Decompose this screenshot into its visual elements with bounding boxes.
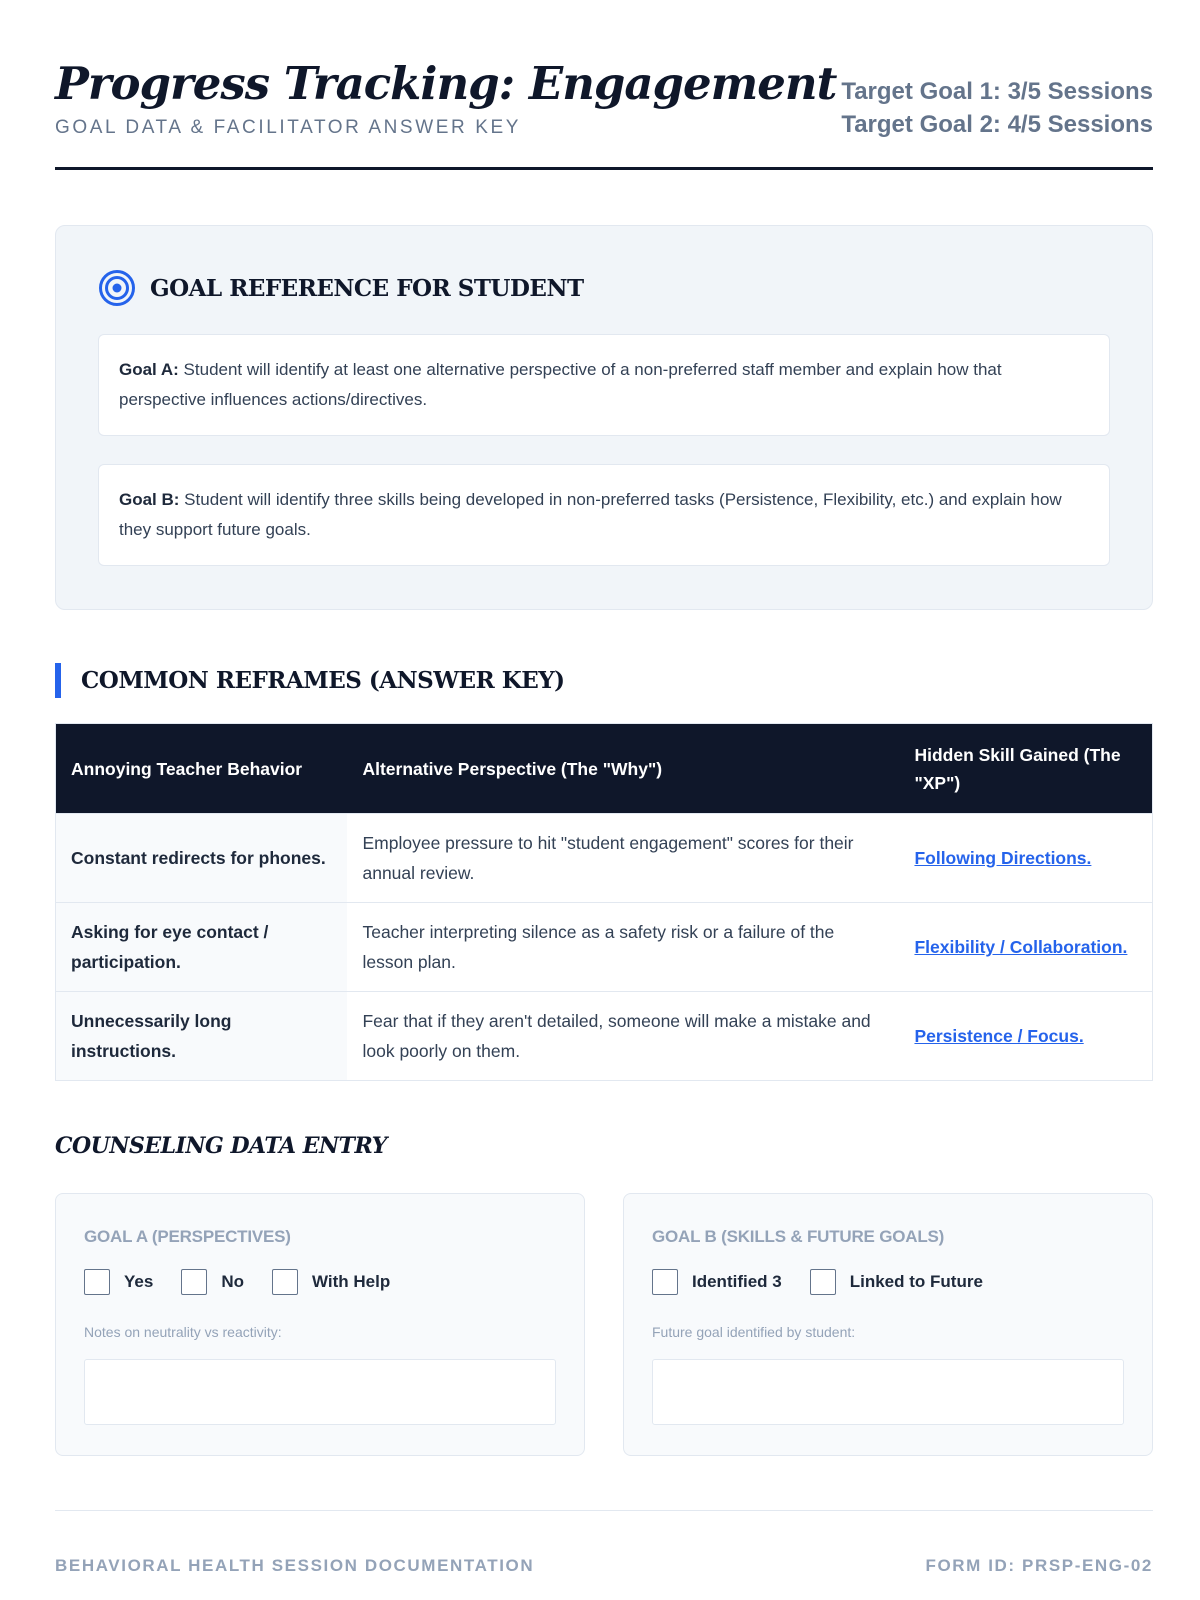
behavior-cell: Unnecessarily long instructions. bbox=[56, 992, 347, 1080]
checkbox-label: Yes bbox=[124, 1272, 154, 1291]
checkbox-box[interactable] bbox=[84, 1269, 110, 1295]
goal-b-notes-field[interactable] bbox=[652, 1359, 1124, 1425]
skill-link[interactable]: Following Directions. bbox=[914, 848, 1092, 868]
checkbox-box[interactable] bbox=[810, 1269, 836, 1295]
goal-a-card bbox=[98, 334, 1110, 436]
column-header-behavior: Annoying Teacher Behavior bbox=[71, 758, 303, 779]
goal-b-card bbox=[98, 464, 1110, 566]
column-header-skill: Hidden Skill Gained (The "XP") bbox=[914, 744, 1121, 793]
goal-reference-panel bbox=[55, 225, 1153, 610]
skill-link[interactable]: Persistence / Focus. bbox=[914, 1026, 1084, 1046]
goal-a-entry-label: GOAL A (PERSPECTIVES) bbox=[84, 1227, 291, 1246]
footer-left-text: BEHAVIORAL HEALTH SESSION DOCUMENTATION bbox=[55, 1556, 535, 1575]
reframes-section-header bbox=[55, 663, 565, 698]
checkbox-box[interactable] bbox=[181, 1269, 207, 1295]
checkbox-box[interactable] bbox=[652, 1269, 678, 1295]
section-accent-bar bbox=[55, 663, 61, 698]
target-goals bbox=[841, 75, 1153, 141]
goal-b-notes-label: Future goal identified by student: bbox=[652, 1324, 856, 1340]
goal-b-checkboxes bbox=[652, 1269, 1011, 1295]
skill-link[interactable]: Flexibility / Collaboration. bbox=[914, 937, 1128, 957]
table-row bbox=[56, 902, 1152, 991]
table-row bbox=[56, 991, 1152, 1080]
data-entry-title: COUNSELING DATA ENTRY bbox=[55, 1133, 387, 1159]
behavior-cell: Asking for eye contact / participation. bbox=[56, 903, 347, 991]
goal-b-text: Student will identify three skills being developed in non-preferred tasks (Persistence, Flexibility, etc.) and explain how they support future goals. bbox=[119, 490, 1062, 539]
goal-a-notes-field[interactable] bbox=[84, 1359, 556, 1425]
goal-a-label: Goal A: bbox=[119, 360, 179, 379]
target-icon bbox=[98, 269, 136, 307]
page-title: Progress Tracking: Engagement bbox=[55, 57, 837, 110]
table-row bbox=[56, 813, 1152, 902]
checkbox-linked-to-future[interactable] bbox=[810, 1269, 983, 1295]
checkbox-label: Linked to Future bbox=[849, 1272, 983, 1291]
goal-a-checkboxes bbox=[84, 1269, 418, 1295]
goal-b-entry-label: GOAL B (SKILLS & FUTURE GOALS) bbox=[652, 1227, 945, 1246]
perspective-cell: Fear that if they aren't detailed, someone will make a mistake and look poorly on them. bbox=[347, 992, 899, 1080]
page-subtitle: GOAL DATA & FACILITATOR ANSWER KEY bbox=[55, 117, 522, 138]
goal-a-notes-label: Notes on neutrality vs reactivity: bbox=[84, 1324, 282, 1340]
target-goal-2: Target Goal 2: 4/5 Sessions bbox=[841, 111, 1153, 138]
footer-divider bbox=[55, 1510, 1153, 1511]
document-page bbox=[55, 0, 1153, 1600]
checkbox-box[interactable] bbox=[272, 1269, 298, 1295]
goal-b-entry-card bbox=[623, 1193, 1153, 1456]
perspective-cell: Employee pressure to hit "student engagement" scores for their annual review. bbox=[347, 814, 899, 902]
checkbox-with-help[interactable] bbox=[272, 1269, 390, 1295]
checkbox-yes[interactable] bbox=[84, 1269, 153, 1295]
goal-reference-title: GOAL REFERENCE FOR STUDENT bbox=[150, 274, 584, 302]
goal-reference-header bbox=[98, 268, 584, 308]
skill-cell bbox=[899, 903, 1152, 991]
checkbox-label: No bbox=[221, 1272, 244, 1291]
goal-a-entry-card bbox=[55, 1193, 585, 1456]
target-goal-1: Target Goal 1: 3/5 Sessions bbox=[841, 78, 1153, 105]
page-header bbox=[55, 55, 1153, 170]
goal-a-text: Student will identify at least one alternative perspective of a non-preferred staff member and explain how that perspective influences actions/directives. bbox=[119, 360, 1002, 409]
column-header-perspective: Alternative Perspective (The "Why") bbox=[362, 758, 663, 779]
behavior-cell: Constant redirects for phones. bbox=[56, 814, 347, 902]
perspective-cell: Teacher interpreting silence as a safety risk or a failure of the lesson plan. bbox=[347, 903, 899, 991]
checkbox-no[interactable] bbox=[181, 1269, 244, 1295]
reframes-title: COMMON REFRAMES (ANSWER KEY) bbox=[81, 667, 565, 694]
goal-b-label: Goal B: bbox=[119, 490, 180, 509]
reframes-table bbox=[55, 723, 1153, 1081]
footer-form-id: FORM ID: PRSP-ENG-02 bbox=[925, 1556, 1153, 1575]
checkbox-label: With Help bbox=[311, 1272, 391, 1291]
skill-cell bbox=[899, 992, 1152, 1080]
table-header-row bbox=[56, 724, 1152, 813]
checkbox-label: Identified 3 bbox=[692, 1272, 782, 1291]
skill-cell bbox=[899, 814, 1152, 902]
checkbox-identified-3[interactable] bbox=[652, 1269, 782, 1295]
